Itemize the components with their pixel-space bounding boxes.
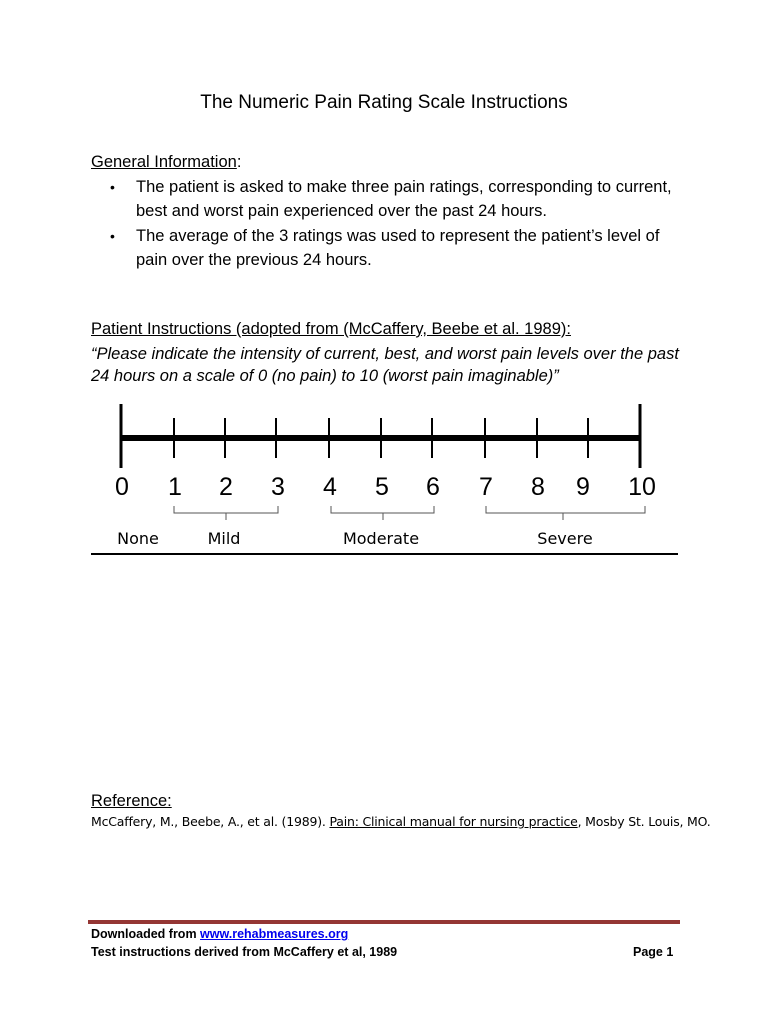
scale-number-2: 2 (219, 473, 233, 501)
category-mild: Mild (207, 529, 241, 548)
category-none: None (117, 529, 159, 548)
general-information-list (110, 175, 690, 273)
general-information-label: General Information (91, 153, 237, 171)
scale-numbers (115, 473, 656, 501)
category-moderate: Moderate (342, 529, 420, 548)
patient-instructions-heading: Patient Instructions (adopted from (McCaffery, Beebe et al. 1989): (91, 320, 571, 338)
mild-bracket (174, 506, 278, 520)
scale-number-0: 0 (115, 473, 129, 501)
reference-citation (91, 814, 711, 829)
scale-number-9: 9 (576, 473, 590, 501)
category-severe: Severe (537, 529, 593, 548)
general-information-heading (91, 153, 241, 172)
page-title: The Numeric Pain Rating Scale Instructions (200, 92, 568, 113)
bullet-item: • The patient is asked to make three pain ratings, corresponding to current, best and worst pain experienced over the past 24 hours. (110, 175, 690, 223)
reference-book-title: Pain: Clinical manual for nursing practice (329, 814, 578, 829)
scale-number-10: 10 (628, 473, 656, 501)
general-information-colon: : (236, 153, 242, 171)
footer-downloaded (91, 927, 348, 941)
footer-website-link[interactable]: www.rehabmeasures.org (200, 927, 349, 941)
scale-number-4: 4 (323, 473, 337, 501)
scale-number-8: 8 (531, 473, 545, 501)
section-divider (91, 553, 678, 555)
reference-heading: Reference: (91, 792, 172, 810)
bullet-item: • The average of the 3 ratings was used to represent the patient’s level of pain over the previous 24 hours. (110, 224, 690, 272)
reference-authors: McCaffery, M., Beebe, A., et al. (1989). (91, 814, 330, 829)
patient-instructions-quote: “Please indicate the intensity of current, best, and worst pain levels over the past 24 hours on a scale of 0 (no pain) to 10 (worst pain imaginable)” (91, 345, 679, 385)
scale-number-1: 1 (168, 473, 182, 501)
severe-bracket (486, 506, 645, 520)
footer-downloaded-prefix: Downloaded from (91, 927, 201, 941)
moderate-bracket (331, 506, 434, 520)
pain-scale-diagram (0, 395, 768, 555)
scale-number-6: 6 (426, 473, 440, 501)
scale-number-5: 5 (375, 473, 389, 501)
reference-publisher: , Mosby St. Louis, MO. (577, 814, 711, 829)
scale-number-3: 3 (271, 473, 285, 501)
footer-derived: Test instructions derived from McCaffery et al, 1989 (91, 945, 398, 959)
footer-rule (88, 920, 680, 924)
page-number: Page 1 (633, 945, 674, 959)
scale-number-7: 7 (479, 473, 493, 501)
